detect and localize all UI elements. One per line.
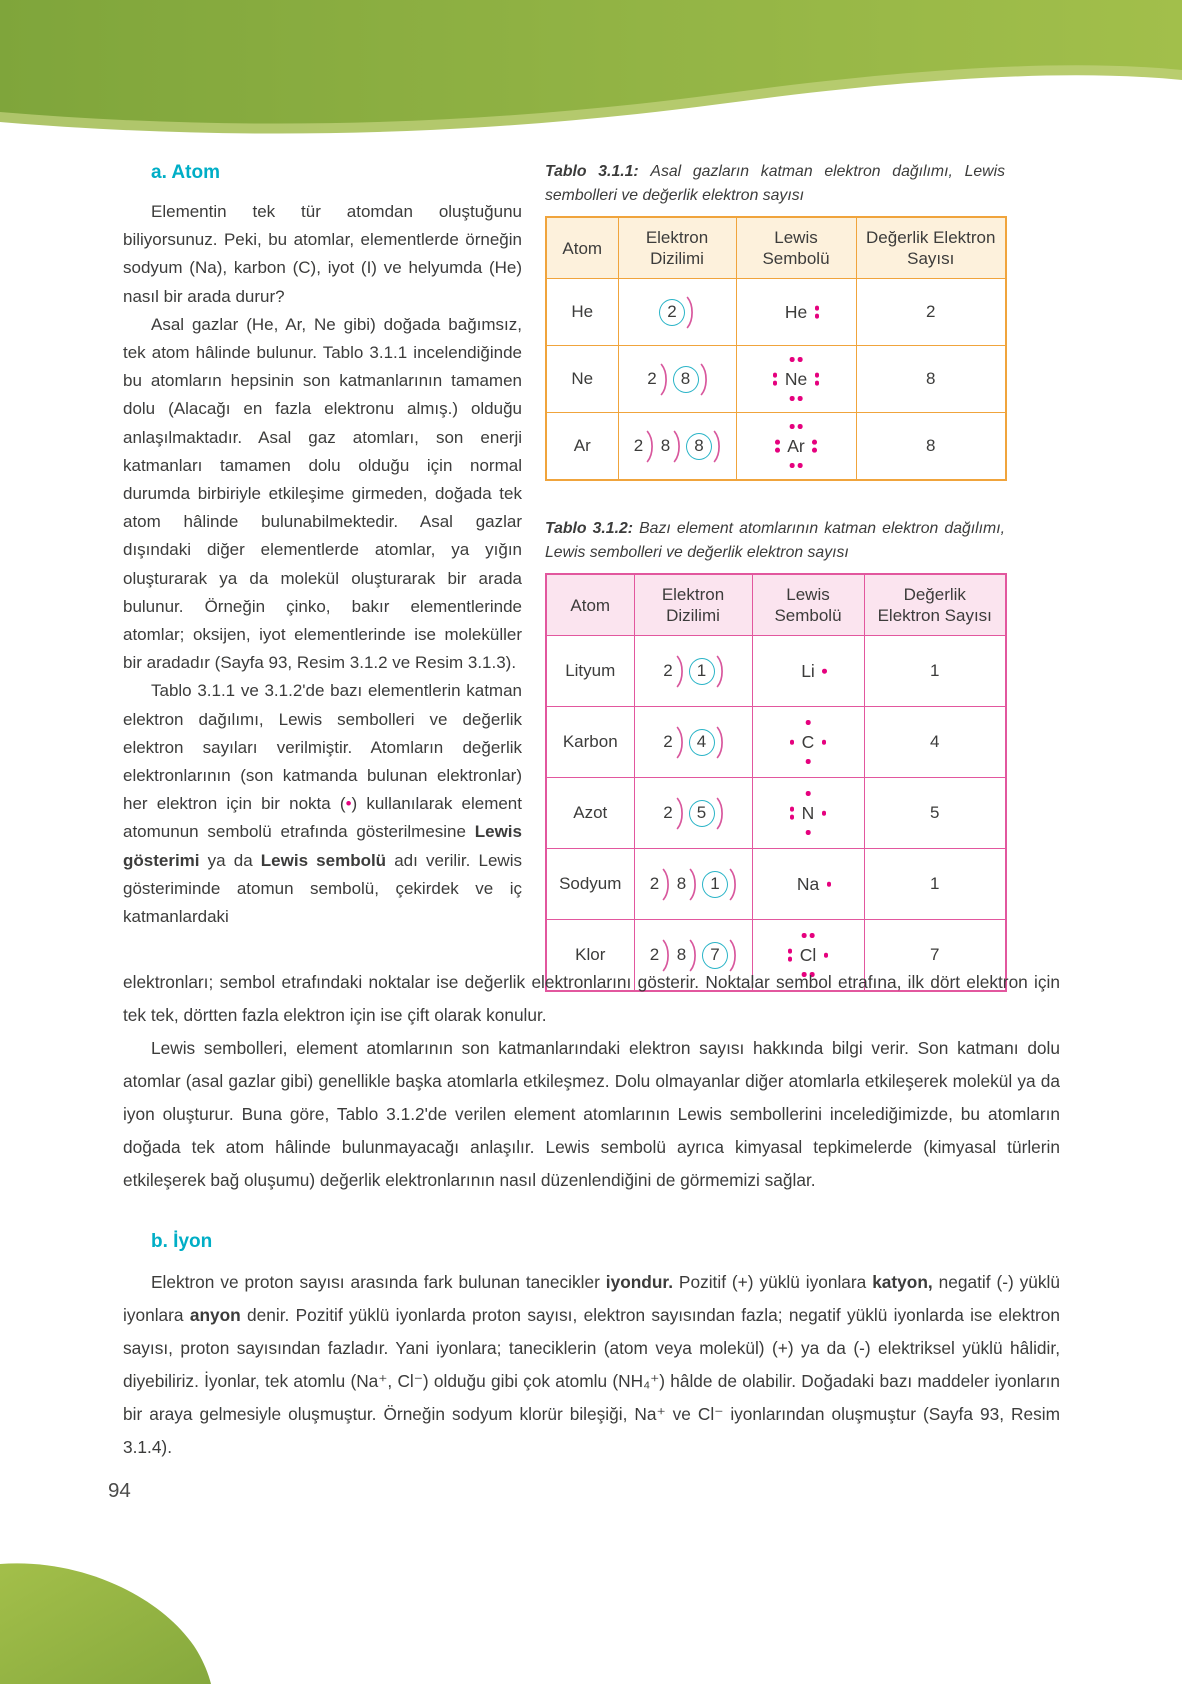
lewis-symbol-cell	[752, 778, 864, 849]
asal-gazlar-table	[545, 216, 1007, 481]
electron-dot	[810, 933, 815, 938]
electron-dot	[798, 396, 803, 401]
valence-shell-number: 7	[702, 942, 728, 969]
text-segment: Pozitif (+) yüklü iyonlara	[673, 1272, 873, 1292]
electron-dot	[790, 424, 795, 429]
lewis-symbol-cell	[752, 636, 864, 707]
element-symbol: He	[784, 301, 808, 322]
shell-number: 2	[647, 369, 657, 388]
table-3-1-1-block	[545, 160, 1005, 481]
shell-arc-icon	[686, 296, 695, 329]
lewis-symbol-cell	[736, 279, 856, 346]
valence-shell-number: 2	[659, 299, 685, 326]
page-number: 94	[108, 1479, 131, 1502]
valence-shell-number: 1	[689, 658, 715, 685]
electron-dots-left	[790, 807, 795, 820]
electron-dot	[790, 815, 795, 820]
electron-shell	[648, 868, 671, 901]
atom-name-cell: Lityum	[546, 636, 634, 707]
shell-arc-icon	[713, 430, 722, 463]
valence-electron-count-cell: 8	[856, 413, 1006, 481]
element-symbol: Li	[801, 660, 815, 681]
table-3-1-2-block	[545, 517, 1005, 992]
text-segment: anyon	[189, 1305, 241, 1325]
electron-dots-right	[822, 811, 827, 816]
shell-arc-icon	[716, 726, 725, 759]
element-atomlari-table	[545, 573, 1007, 992]
shell-arc-icon	[673, 430, 682, 463]
paragraph-atom-3	[123, 677, 522, 931]
electron-dots-right	[815, 306, 820, 319]
electron-dot	[806, 759, 811, 764]
table-row	[546, 346, 1006, 413]
col-header-lewis-sembolu: Lewis Sembolü	[752, 574, 864, 636]
atom-name-cell: Azot	[546, 778, 634, 849]
atom-name-cell: Klor	[546, 920, 634, 992]
shell-arc-icon	[716, 655, 725, 688]
electron-dots-right	[812, 440, 817, 453]
electron-dot	[790, 396, 795, 401]
electron-shell	[673, 363, 709, 396]
col-header-degerlik-elektron-sayisi: Değerlik Elektron Sayısı	[856, 217, 1006, 279]
shell-arc-icon	[676, 797, 685, 830]
electron-configuration-cell	[634, 707, 752, 778]
element-symbol: Cl	[799, 944, 817, 965]
valence-electron-count-cell: 1	[864, 849, 1006, 920]
text-segment: katyon,	[872, 1272, 933, 1292]
electron-shell	[659, 430, 682, 463]
electron-dot	[815, 373, 820, 378]
shell-arc-icon	[689, 868, 698, 901]
electron-dots-left	[790, 740, 795, 745]
electron-dot	[798, 357, 803, 362]
electron-shell	[689, 797, 725, 830]
electron-dot	[812, 440, 817, 445]
electron-dot	[822, 669, 827, 674]
electron-dot	[775, 448, 780, 453]
electron-shell	[662, 797, 685, 830]
atom-name-cell: Ne	[546, 346, 618, 413]
electron-dot	[788, 957, 793, 962]
electron-dot	[798, 424, 803, 429]
table-row	[546, 778, 1006, 849]
table-3-1-1-caption	[545, 160, 1005, 207]
text-segment: negatif (-) yüklü iyonlara	[123, 1272, 1060, 1325]
shell-number: 2	[663, 661, 673, 680]
shell-number: 8	[676, 874, 687, 893]
electron-dot	[790, 740, 795, 745]
electron-dots-top	[790, 357, 803, 362]
valence-shell-number: 5	[689, 800, 715, 827]
shell-number: 8	[676, 945, 687, 964]
electron-configuration-cell	[618, 346, 736, 413]
electron-dots-bottom	[806, 830, 811, 835]
electron-dot	[802, 933, 807, 938]
paragraph-atom-1	[123, 198, 522, 311]
electron-dot	[790, 807, 795, 812]
table-row	[546, 279, 1006, 346]
atom-name-cell: He	[546, 279, 618, 346]
lewis-symbol	[771, 289, 821, 335]
col-header-atom: Atom	[546, 574, 634, 636]
lewis-symbol-cell	[752, 849, 864, 920]
full-width-text	[123, 966, 1060, 1464]
valence-electron-count-cell: 1	[864, 636, 1006, 707]
paragraph-iyon-1	[123, 1266, 1060, 1464]
atom-name-cell: Ar	[546, 413, 618, 481]
atom-name-cell: Sodyum	[546, 849, 634, 920]
shell-arc-icon	[646, 430, 655, 463]
electron-dots-top	[790, 424, 803, 429]
col-header-lewis-sembolu: Lewis Sembolü	[736, 217, 856, 279]
valence-shell-number: 1	[702, 871, 728, 898]
element-symbol: N	[801, 802, 815, 823]
electron-dot	[790, 357, 795, 362]
shell-arc-icon	[662, 868, 671, 901]
atom-name-cell: Karbon	[546, 707, 634, 778]
col-header-elektron-dizilimi: Elektron Dizilimi	[634, 574, 752, 636]
shell-number: 2	[649, 945, 660, 964]
col-header-degerlik-elektron-sayisi: Değerlik Elektron Sayısı	[864, 574, 1006, 636]
valence-electron-count-cell: 5	[864, 778, 1006, 849]
electron-dots-top	[806, 720, 811, 725]
element-symbol: Ne	[784, 368, 808, 389]
electron-configuration-cell	[634, 636, 752, 707]
electron-configuration-cell	[618, 413, 736, 481]
electron-dots-left	[788, 949, 793, 962]
lewis-symbol	[787, 648, 829, 694]
text-segment: Asal gazların katman elektron dağılımı, Lewis sembolleri ve değerlik elektron sayısı	[545, 163, 1005, 204]
section-heading-iyon: b. İyon	[151, 1231, 213, 1252]
electron-dot	[773, 373, 778, 378]
table-row	[546, 849, 1006, 920]
electron-configuration-cell	[618, 279, 736, 346]
text-segment: Bazı element atomlarının katman elektron dağılımı, Lewis sembolleri ve değerlik elektron sayısı	[545, 520, 1005, 561]
text-segment: elektronları; sembol etrafındaki noktalar ise değerlik elektronlarını gösterir. Noktalar sembol etrafına, ilk dört elektron için tek tek, dörtten fazla elektron için ise çift olarak konulur.	[123, 972, 1060, 1025]
electron-dots-bottom	[806, 759, 811, 764]
electron-shell	[662, 726, 685, 759]
electron-dot	[815, 381, 820, 386]
electron-dot	[806, 830, 811, 835]
shell-arc-icon	[660, 363, 669, 396]
electron-dot	[824, 953, 829, 958]
electron-configuration-cell	[634, 778, 752, 849]
left-text-column	[123, 162, 522, 931]
electron-dots-right	[815, 373, 820, 386]
shell-arc-icon	[676, 655, 685, 688]
lewis-symbol-cell	[736, 413, 856, 481]
lewis-symbol	[788, 790, 829, 836]
shell-arc-icon	[716, 797, 725, 830]
electron-shell	[675, 868, 698, 901]
lewis-symbol	[771, 356, 821, 402]
paragraph-lewis-continuation	[123, 966, 1060, 1032]
element-symbol: Na	[796, 873, 820, 894]
electron-shell	[689, 655, 725, 688]
valence-shell-number: 4	[689, 729, 715, 756]
electron-shell	[686, 430, 722, 463]
shell-number: 2	[633, 436, 644, 455]
electron-dot	[812, 448, 817, 453]
text-segment: Elementin tek tür atomdan oluştuğunu biliyorsunuz. Peki, bu atomlar, elementlerde örneğin sodyum (Na), karbon (C), iyot (I) ve helyumda (He) nasıl bir arada durur?	[123, 202, 522, 306]
shell-arc-icon	[700, 363, 709, 396]
section-heading-atom: a. Atom	[151, 162, 220, 183]
text-segment: ya da	[199, 850, 261, 870]
shell-number: 2	[663, 803, 673, 822]
lewis-symbol-cell	[752, 707, 864, 778]
text-segment: Tablo 3.1.1:	[545, 163, 651, 180]
text-segment: iyondur.	[605, 1272, 673, 1292]
electron-dot	[798, 463, 803, 468]
lewis-symbol	[788, 719, 829, 765]
valence-shell-number: 8	[673, 366, 699, 393]
text-segment: denir. Pozitif yüklü iyonlarda proton sayısı, elektron sayısından fazla; negatif yüklü iyonlarda ise elektron sayısı, proton sayısından fazladır. Yani iyonlara; taneciklerin (atom veya molekül) (+) ya da (-) elektriksel yüklü hâlidir, diyebiliriz. İyonlar, tek atomlu (Na⁺, Cl⁻) olduğu gibi çok atomlu (NH₄⁺) hâlde de olabilir. Doğadaki bazı maddeler iyonların bir araya gelmesiyle oluşmuştur. Örneğin sodyum klorür bileşiği, Na⁺ ve Cl⁻ iyonlarından oluşmuştur (Sayfa 93, Resim 3.1.4).	[123, 1305, 1060, 1457]
electron-dots-bottom	[790, 463, 803, 468]
text-segment: Lewis sembolleri, element atomlarının son katmanlarındaki elektron sayısı hakkında bilgi verir. Son katmanı dolu atomlar (asal gazlar gibi) genellikle başka atomlarla etkileşmez. Dolu olmayanlar diğer atomlarla etkileşerek molekül ya da iyon oluşturur. Buna göre, Tablo 3.1.2'de verilen element atomlarının Lewis sembollerini incelediğimizde, bu atomların doğada tek atom hâlinde bulunmayacağı anlaşılır. Lewis sembolü ayrıca kimyasal tepkimelerde (kimyasal türlerin etkileşerek bağ oluşumu) değerlik elektronlarının nasıl düzenlendiğini de görmemizi sağlar.	[123, 1038, 1060, 1190]
element-symbol: Ar	[787, 435, 805, 456]
table-header-row	[546, 574, 1006, 636]
table-row	[546, 413, 1006, 481]
lewis-symbol-cell	[736, 346, 856, 413]
element-symbol: C	[801, 731, 815, 752]
text-segment: Tablo 3.1.1 ve 3.1.2'de bazı elementlerin katman elektron dağılımı, Lewis sembolleri ve değerlik elektron sayıları verilmiştir. Atomların değerlik elektronlarının (son katmanda bulunan elektronlar) her elektron için bir nokta (	[123, 681, 522, 814]
electron-dots-right	[827, 882, 832, 887]
lewis-symbol	[773, 423, 819, 469]
table-3-1-2-caption	[545, 517, 1005, 564]
text-segment: ) kullanılarak element atomunun sembolü etrafında gösterilmesine	[123, 794, 522, 842]
electron-dots-bottom	[790, 396, 803, 401]
electron-shell	[659, 296, 695, 329]
electron-dot	[815, 306, 820, 311]
col-header-atom: Atom	[546, 217, 618, 279]
electron-shell	[646, 363, 669, 396]
electron-dot	[775, 440, 780, 445]
electron-dots-left	[773, 373, 778, 386]
corner-decoration	[0, 1556, 215, 1684]
text-segment: Tablo 3.1.2:	[545, 520, 640, 537]
electron-dot	[773, 381, 778, 386]
text-segment: adı verilir. Lewis gösteriminde atomun sembolü, çekirdek ve iç katmanlardaki	[123, 850, 522, 927]
shell-arc-icon	[676, 726, 685, 759]
electron-dot	[815, 314, 820, 319]
text-segment: Elektron ve proton sayısı arasında fark bulunan tanecikler	[151, 1272, 606, 1292]
electron-dots-right	[824, 953, 829, 958]
electron-configuration-cell	[634, 849, 752, 920]
electron-dot	[788, 949, 793, 954]
electron-dots-right	[822, 669, 827, 674]
lewis-symbol	[783, 861, 833, 907]
electron-shell	[662, 655, 685, 688]
col-header-elektron-dizilimi: Elektron Dizilimi	[618, 217, 736, 279]
table-row	[546, 707, 1006, 778]
text-segment: Asal gazlar (He, Ar, Ne gibi) doğada bağımsız, tek atom hâlinde bulunur. Tablo 3.1.1 incelendiğinde bu atomların hepsinin son katmanlarının tamamen dolu (Alacağı en fazla elektronu almış.) olduğu anlaşılmaktadır. Asal gaz atomları, son enerji katmanları tamamen dolu olduğu için normal durumda birbiriyle etkileşime girmeden, doğada tek atom hâlinde bulunabilmektedir. Asal gazlar dışındaki diğer elementlerde atomlar, ya yığın oluşturarak ya da molekül oluşturarak bir arada bulunur. Örneğin çinko, bakır elementlerinde atomlar; oksijen, iyot elementlerinde ise moleküller bir aradadır (Sayfa 93, Resim 3.1.2 ve Resim 3.1.3).	[123, 314, 522, 673]
text-segment: •	[345, 794, 352, 814]
electron-dots-right	[822, 740, 827, 745]
valence-shell-number: 8	[686, 433, 712, 460]
electron-dot	[827, 882, 832, 887]
table-body	[546, 636, 1006, 992]
electron-shell	[632, 430, 655, 463]
text-segment: Lewis sembolü	[260, 850, 387, 870]
electron-dots-top	[806, 791, 811, 796]
electron-dot	[806, 720, 811, 725]
paragraph-atom-2	[123, 311, 522, 678]
text-segment: Lewis gösterimi	[123, 822, 522, 870]
valence-electron-count-cell: 8	[856, 346, 1006, 413]
table-row	[546, 636, 1006, 707]
valence-electron-count-cell: 7	[864, 920, 1006, 992]
header-wave-band	[0, 0, 1182, 138]
shell-arc-icon	[729, 868, 738, 901]
valence-electron-count-cell: 2	[856, 279, 1006, 346]
electron-dots-top	[802, 933, 815, 938]
electron-dot	[806, 791, 811, 796]
shell-number: 2	[663, 732, 673, 751]
table-header-row	[546, 217, 1006, 279]
valence-electron-count-cell: 4	[864, 707, 1006, 778]
electron-dot	[790, 463, 795, 468]
paragraph-lewis-info	[123, 1032, 1060, 1197]
table-body	[546, 279, 1006, 481]
shell-number: 8	[660, 436, 671, 455]
electron-dot	[822, 811, 827, 816]
electron-shell	[702, 868, 738, 901]
tables-column	[545, 160, 1005, 992]
electron-dots-left	[775, 440, 780, 453]
electron-dot	[822, 740, 827, 745]
shell-number: 2	[649, 874, 660, 893]
electron-shell	[689, 726, 725, 759]
